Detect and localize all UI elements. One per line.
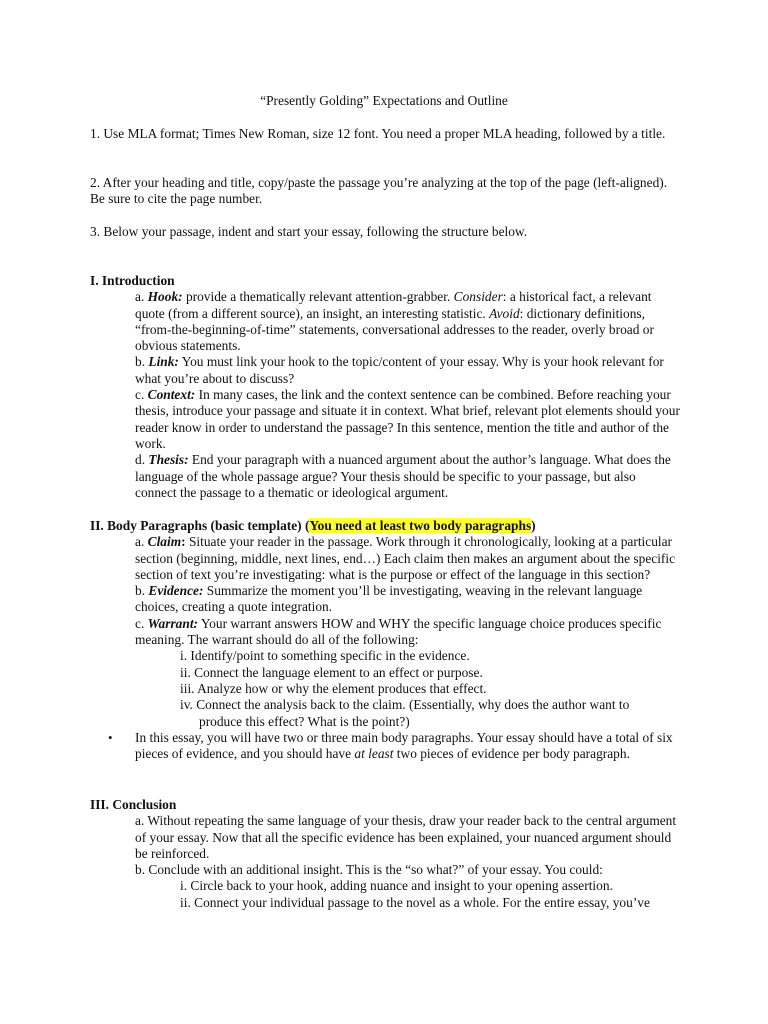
evidence-item: b. Evidence: Summarize the moment you’ll be investigating, weaving in the relevant language choices, creating a quote integration. <box>135 583 643 615</box>
hook-item: a. Hook: provide a thematically relevant attention-grabber. Consider: a historical fact, a relevant quote (from a different source), an insight, an interesting statistic. Avoid: dictionary definitions, “from-the-beginning-of-time” statements, conversational addresses to the reader, overly broad or obvious statements. <box>135 289 654 354</box>
body-heading: II. Body Paragraphs (basic template) (You need at least two body paragraphs) <box>90 518 536 533</box>
instruction-3: 3. Below your passage, indent and start your essay, following the structure below. <box>90 224 528 239</box>
link-item: b. Link: You must link your hook to the topic/content of your essay. Why is your hook relevant for what you’re about to discuss? <box>135 354 664 386</box>
introduction-heading: I. Introduction <box>90 273 175 288</box>
claim-term: Claim <box>147 534 182 550</box>
bullet-note: • In this essay, you will have two or three main body paragraphs. Your essay should have a total of six pieces of evidence, and you should have at least two pieces of evidence per body paragraph. <box>108 729 673 762</box>
conclusion-section <box>90 797 680 911</box>
instruction-2: 2. After your heading and title, copy/paste the passage you’re analyzing at the top of the page (left-aligned). Be sure to cite the page number. <box>90 175 668 207</box>
introduction-section <box>90 273 680 501</box>
instruction-1: 1. Use MLA format; Times New Roman, size 12 font. You need a proper MLA heading, followed by a title. <box>90 126 666 141</box>
evidence-term: Evidence: <box>148 583 204 599</box>
thesis-term: Thesis: <box>148 452 189 468</box>
warrant-sub-item-continued: produce this effect? What is the point?) <box>199 713 410 729</box>
thesis-item: d. Thesis: End your paragraph with a nuanced argument about the author’s language. What does the language of the whole passage argue? Your thesis should be specific to your passage, but also connect the passage to a thematic or ideological argument. <box>135 452 671 500</box>
warrant-sub-item: iv. Connect the analysis back to the claim. (Essentially, why does the author want to <box>180 697 630 713</box>
hook-term: Hook: <box>147 289 183 305</box>
highlighted-requirement: You need at least two body paragraphs <box>309 518 532 533</box>
document-title: “Presently Golding” Expectations and Outline <box>260 93 508 108</box>
body-section <box>90 518 680 762</box>
conclusion-heading: III. Conclusion <box>90 797 177 812</box>
warrant-sub-item: i. Identify/point to something specific in the evidence. <box>180 648 470 664</box>
conclusion-sub-item: i. Circle back to your hook, adding nuance and insight to your opening assertion. <box>180 878 613 894</box>
warrant-term: Warrant: <box>147 615 198 631</box>
warrant-sub-item: iii. Analyze how or why the element produces that effect. <box>180 680 487 696</box>
warrant-item: c. Warrant: Your warrant answers HOW and WHY the specific language choice produces specific meaning. The warrant should do all of the following: <box>135 615 662 648</box>
context-item: c. Context: In many cases, the link and the context sentence can be combined. Before reaching your thesis, introduce your passage and situate it in context. What brief, relevant plot elements should your reader know in order to understand the passage? In this sentence, mention the title and author of the work. <box>135 387 680 451</box>
context-term: Context: <box>147 387 196 403</box>
link-term: Link: <box>148 354 179 370</box>
claim-item: a. Claim: Situate your reader in the passage. Work through it chronologically, looking at a particular section (beginning, middle, next lines, end…) Each claim then makes an argument about the specific section of text you’re investigating: what is the purpose or effect of the language in this section? <box>135 534 676 582</box>
warrant-sub-item: ii. Connect the language element to an effect or purpose. <box>180 664 483 680</box>
conclusion-item-b: b. Conclude with an additional insight. This is the “so what?” of your essay. You could: <box>135 862 603 878</box>
conclusion-sub-item: ii. Connect your individual passage to the novel as a whole. For the entire essay, you’ve <box>180 894 650 910</box>
bullet-icon: • <box>108 729 113 745</box>
conclusion-item-a: a. Without repeating the same language of your thesis, draw your reader back to the central argument of your essay. Now that all the specific evidence has been explained, your nuanced argument should be reinforced. <box>135 813 677 861</box>
